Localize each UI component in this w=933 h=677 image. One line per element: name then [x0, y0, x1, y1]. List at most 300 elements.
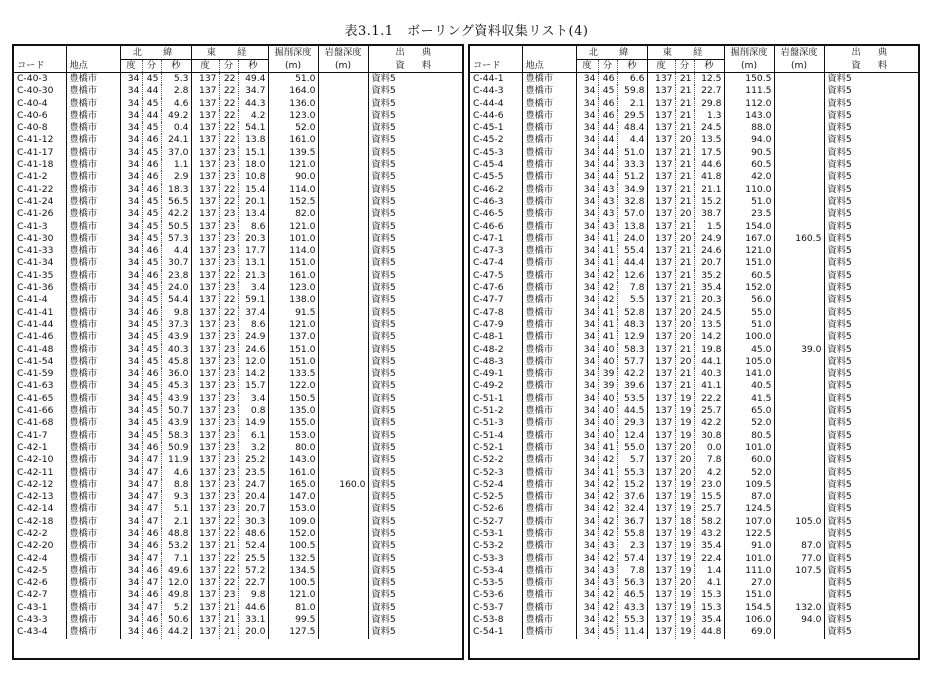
cell-lat-min: 45	[598, 626, 617, 638]
cell-drill-depth: 152.0	[724, 282, 774, 294]
cell-lon-min: 23	[219, 467, 238, 479]
cell-lat-deg: 34	[120, 147, 142, 159]
cell-lon-min: 19	[675, 479, 694, 491]
cell-lat-min: 42	[598, 282, 617, 294]
cell-source: 資料5	[824, 73, 918, 86]
cell-code: C-41-12	[17, 134, 54, 146]
cell-bedrock-depth	[318, 565, 368, 577]
cell-lon-sec: 13.5	[694, 134, 724, 146]
cell-code: C-41-24	[17, 195, 54, 207]
table-row	[470, 417, 918, 429]
cell-lat-sec: 44.4	[617, 257, 647, 269]
table-row	[470, 196, 918, 208]
cell-lon-sec: 57.2	[238, 565, 268, 577]
cell-lat-min: 40	[598, 405, 617, 417]
table-row	[14, 479, 462, 491]
cell-code: C-52-2	[473, 454, 504, 466]
cell-location: 豊橋市	[522, 356, 576, 368]
cell-location: 豊橋市	[66, 393, 120, 405]
cell-lon-sec: 14.2	[694, 331, 724, 343]
cell-code: C-40-6	[17, 109, 48, 121]
cell-lat-min: 46	[142, 159, 161, 171]
table-row	[14, 380, 462, 392]
cell-lat-sec: 12.0	[161, 577, 191, 589]
cell-drill-depth: 101.0	[724, 553, 774, 565]
cell-source: 資料5	[824, 208, 918, 220]
cell-lon-sec: 58.2	[694, 516, 724, 528]
cell-lat-sec: 9.3	[161, 491, 191, 503]
cell-location: 豊橋市	[522, 589, 576, 601]
cell-lon-min: 21	[219, 602, 238, 614]
cell-lon-min: 23	[219, 393, 238, 405]
cell-lat-sec: 37.0	[161, 147, 191, 159]
header-lat-deg: 度	[576, 60, 598, 73]
cell-bedrock-depth	[318, 442, 368, 454]
cell-lat-sec: 12.4	[617, 430, 647, 442]
cell-location: 豊橋市	[66, 282, 120, 294]
cell-lon-sec: 35.2	[694, 270, 724, 282]
cell-lat-min: 45	[142, 356, 161, 368]
cell-lat-min: 41	[598, 442, 617, 454]
table-row	[14, 602, 462, 614]
cell-bedrock-depth	[774, 626, 824, 638]
cell-lat-min: 44	[142, 110, 161, 122]
table-row	[470, 380, 918, 392]
cell-lon-deg: 137	[191, 147, 219, 159]
cell-lon-deg: 137	[647, 553, 675, 565]
cell-bedrock-depth	[318, 257, 368, 269]
cell-lat-sec: 44.2	[161, 626, 191, 638]
cell-code: C-42-18	[17, 515, 54, 527]
cell-lon-deg: 137	[647, 245, 675, 257]
cell-location: 豊橋市	[522, 528, 576, 540]
table-row	[14, 110, 462, 122]
cell-lon-sec: 20.7	[694, 257, 724, 269]
cell-bedrock-depth	[318, 171, 368, 183]
cell-lat-sec: 50.5	[161, 221, 191, 233]
cell-source: 資料5	[824, 467, 918, 479]
cell-source: 資料5	[824, 417, 918, 429]
header-source: 出 典	[824, 46, 918, 60]
cell-lon-sec: 15.2	[694, 196, 724, 208]
cell-lon-min: 23	[219, 430, 238, 442]
cell-drill-depth: 94.0	[724, 134, 774, 146]
cell-location: 豊橋市	[522, 73, 576, 86]
cell-source: 資料5	[824, 307, 918, 319]
cell-lon-min: 21	[675, 147, 694, 159]
cell-bedrock-depth	[318, 221, 368, 233]
cell-lon-sec: 15.7	[238, 380, 268, 392]
cell-lon-sec: 23.0	[694, 479, 724, 491]
cell-source: 資料5	[824, 134, 918, 146]
cell-lon-sec: 3.2	[238, 442, 268, 454]
cell-bedrock-depth	[318, 430, 368, 442]
cell-lon-sec: 20.3	[694, 294, 724, 306]
cell-lat-min: 42	[598, 602, 617, 614]
cell-bedrock-depth	[774, 491, 824, 503]
cell-lat-sec: 51.0	[617, 147, 647, 159]
table-row	[470, 454, 918, 466]
cell-lon-min: 19	[675, 528, 694, 540]
cell-lon-min: 23	[219, 589, 238, 601]
cell-location: 豊橋市	[66, 503, 120, 515]
cell-lon-deg: 137	[191, 503, 219, 515]
cell-code: C-49-2	[473, 380, 504, 392]
cell-lon-sec: 15.3	[694, 602, 724, 614]
table-row	[14, 307, 462, 319]
cell-lat-sec: 53.5	[617, 393, 647, 405]
cell-lat-min: 46	[598, 98, 617, 110]
cell-source: 資料5	[824, 516, 918, 528]
cell-drill-depth: 134.5	[268, 565, 318, 577]
cell-source: 資料5	[368, 417, 462, 429]
cell-drill-depth: 82.0	[268, 208, 318, 220]
cell-drill-depth: 23.5	[724, 208, 774, 220]
cell-lat-sec: 36.0	[161, 368, 191, 380]
cell-lon-sec: 13.1	[238, 257, 268, 269]
cell-source: 資料5	[824, 430, 918, 442]
cell-lat-deg: 34	[120, 85, 142, 97]
cell-location: 豊橋市	[66, 405, 120, 417]
cell-lat-deg: 34	[576, 565, 598, 577]
cell-bedrock-depth	[774, 147, 824, 159]
header-lat-deg: 度	[120, 60, 142, 73]
cell-bedrock-depth	[318, 467, 368, 479]
cell-bedrock-depth	[318, 344, 368, 356]
cell-bedrock-depth	[318, 134, 368, 146]
cell-lon-deg: 137	[191, 577, 219, 589]
cell-source: 資料5	[368, 196, 462, 208]
cell-lat-sec: 8.8	[161, 479, 191, 491]
table-row	[470, 344, 918, 356]
cell-lon-min: 21	[675, 122, 694, 134]
cell-location: 豊橋市	[522, 430, 576, 442]
table-row	[470, 134, 918, 146]
cell-bedrock-depth	[774, 196, 824, 208]
cell-lon-min: 23	[219, 257, 238, 269]
cell-drill-depth: 150.5	[724, 73, 774, 86]
cell-lon-deg: 137	[191, 110, 219, 122]
header-drill-depth: 掘削深度	[724, 46, 774, 60]
table-row	[14, 405, 462, 417]
cell-lat-deg: 34	[120, 540, 142, 552]
table-row	[14, 553, 462, 565]
cell-source: 資料5	[368, 393, 462, 405]
cell-code: C-41-30	[17, 232, 54, 244]
cell-location: 豊橋市	[66, 196, 120, 208]
table-row	[14, 368, 462, 380]
cell-source: 資料5	[368, 467, 462, 479]
cell-lat-min: 41	[598, 467, 617, 479]
cell-lat-deg: 34	[576, 159, 598, 171]
cell-source: 資料5	[824, 503, 918, 515]
cell-bedrock-depth	[774, 454, 824, 466]
cell-location: 豊橋市	[522, 553, 576, 565]
cell-lon-min: 23	[219, 319, 238, 331]
cell-lon-min: 23	[219, 221, 238, 233]
cell-lon-sec: 17.5	[694, 147, 724, 159]
cell-drill-depth: 105.0	[724, 356, 774, 368]
cell-location: 豊橋市	[66, 134, 120, 146]
cell-location: 豊橋市	[522, 270, 576, 282]
cell-code: C-47-4	[473, 257, 504, 269]
cell-bedrock-depth: 39.0	[774, 344, 824, 356]
cell-code: C-46-6	[473, 220, 504, 232]
cell-source: 資料5	[368, 85, 462, 97]
cell-lat-min: 47	[142, 577, 161, 589]
cell-lat-deg: 34	[576, 73, 598, 86]
cell-lon-sec: 35.4	[694, 540, 724, 552]
cell-lat-sec: 24.0	[161, 282, 191, 294]
cell-bedrock-depth	[318, 491, 368, 503]
cell-code: C-41-48	[17, 343, 54, 355]
cell-location: 豊橋市	[66, 589, 120, 601]
cell-location: 豊橋市	[522, 368, 576, 380]
cell-location: 豊橋市	[66, 85, 120, 97]
cell-lon-sec: 44.6	[238, 602, 268, 614]
table-row	[14, 196, 462, 208]
cell-lat-sec: 37.6	[617, 491, 647, 503]
cell-lon-sec: 15.3	[694, 589, 724, 601]
cell-lon-deg: 137	[191, 184, 219, 196]
cell-location: 豊橋市	[522, 110, 576, 122]
cell-code: C-51-4	[473, 429, 504, 441]
cell-code: C-43-4	[17, 626, 48, 638]
cell-lat-deg: 34	[576, 245, 598, 257]
cell-drill-depth: 106.0	[724, 614, 774, 626]
table-row	[14, 331, 462, 343]
cell-lon-min: 19	[675, 553, 694, 565]
cell-source: 資料5	[824, 184, 918, 196]
cell-lat-min: 45	[142, 73, 161, 86]
cell-lon-deg: 137	[191, 221, 219, 233]
table-row	[14, 319, 462, 331]
cell-lat-deg: 34	[576, 589, 598, 601]
cell-source: 資料5	[824, 368, 918, 380]
cell-lat-deg: 34	[120, 122, 142, 134]
cell-lat-deg: 34	[120, 503, 142, 515]
cell-lat-min: 44	[598, 171, 617, 183]
cell-lon-deg: 137	[647, 417, 675, 429]
cell-lat-deg: 34	[576, 467, 598, 479]
cell-lon-min: 22	[219, 98, 238, 110]
table-row	[470, 577, 918, 589]
cell-lon-deg: 137	[647, 270, 675, 282]
table-row	[470, 270, 918, 282]
table-row	[470, 540, 918, 552]
cell-source: 資料5	[824, 589, 918, 601]
cell-lat-sec: 4.6	[161, 98, 191, 110]
cell-location: 豊橋市	[522, 233, 576, 245]
cell-lon-min: 22	[219, 270, 238, 282]
cell-code: C-41-36	[17, 282, 54, 294]
cell-drill-depth: 87.0	[724, 491, 774, 503]
cell-lat-deg: 34	[120, 565, 142, 577]
cell-source: 資料5	[368, 442, 462, 454]
cell-bedrock-depth	[774, 503, 824, 515]
cell-lat-deg: 34	[120, 442, 142, 454]
cell-source: 資料5	[368, 319, 462, 331]
boring-list-table-right	[470, 46, 918, 639]
cell-code: C-41-34	[17, 257, 54, 269]
header-drill-depth: 掘削深度	[268, 46, 318, 60]
cell-bedrock-depth	[318, 98, 368, 110]
cell-lat-sec: 36.7	[617, 516, 647, 528]
cell-bedrock-depth	[318, 184, 368, 196]
cell-lon-sec: 54.1	[238, 122, 268, 134]
cell-lon-deg: 137	[647, 368, 675, 380]
cell-drill-depth: 114.0	[268, 184, 318, 196]
cell-code: C-42-13	[17, 491, 54, 503]
cell-lon-deg: 137	[191, 233, 219, 245]
cell-lon-min: 21	[675, 368, 694, 380]
cell-lon-deg: 137	[647, 405, 675, 417]
cell-drill-depth: 69.0	[724, 626, 774, 638]
cell-lon-sec: 22.2	[694, 393, 724, 405]
cell-lon-sec: 35.4	[694, 282, 724, 294]
cell-lat-deg: 34	[576, 196, 598, 208]
cell-bedrock-depth	[318, 245, 368, 257]
cell-lat-deg: 34	[120, 380, 142, 392]
cell-drill-depth: 135.0	[268, 405, 318, 417]
cell-drill-depth: 90.0	[268, 171, 318, 183]
cell-lon-min: 21	[219, 540, 238, 552]
cell-lon-min: 19	[675, 393, 694, 405]
cell-location: 豊橋市	[522, 405, 576, 417]
cell-code: C-41-46	[17, 331, 54, 343]
cell-lat-deg: 34	[120, 467, 142, 479]
cell-lon-deg: 137	[191, 196, 219, 208]
cell-source: 資料5	[368, 528, 462, 540]
cell-bedrock-depth	[318, 294, 368, 306]
cell-lon-sec: 14.2	[238, 368, 268, 380]
header-location: 地点	[66, 60, 120, 73]
cell-lat-sec: 57.4	[617, 553, 647, 565]
cell-lon-deg: 137	[191, 73, 219, 86]
table-row	[14, 503, 462, 515]
cell-lat-min: 42	[598, 270, 617, 282]
cell-bedrock-depth	[774, 245, 824, 257]
cell-lat-deg: 34	[120, 356, 142, 368]
cell-code: C-52-4	[473, 478, 504, 490]
cell-code: C-51-2	[473, 405, 504, 417]
cell-location: 豊橋市	[522, 245, 576, 257]
cell-location: 豊橋市	[66, 565, 120, 577]
cell-drill-depth: 65.0	[724, 405, 774, 417]
cell-lat-min: 46	[142, 368, 161, 380]
table-row	[14, 614, 462, 626]
cell-bedrock-depth	[318, 516, 368, 528]
cell-drill-depth: 100.5	[268, 540, 318, 552]
table-row	[470, 184, 918, 196]
table-row	[470, 307, 918, 319]
header-lat-sec: 秒	[617, 60, 647, 73]
cell-lat-min: 47	[142, 467, 161, 479]
cell-location: 豊橋市	[66, 528, 120, 540]
cell-lon-min: 23	[219, 282, 238, 294]
cell-lon-deg: 137	[191, 294, 219, 306]
cell-lon-deg: 137	[647, 380, 675, 392]
cell-lon-deg: 137	[191, 245, 219, 257]
cell-drill-depth: 150.5	[268, 393, 318, 405]
cell-lon-min: 19	[675, 565, 694, 577]
cell-lat-deg: 34	[576, 577, 598, 589]
cell-lat-sec: 5.7	[617, 454, 647, 466]
cell-lon-min: 21	[675, 380, 694, 392]
cell-lat-deg: 34	[120, 614, 142, 626]
cell-lon-sec: 24.5	[694, 122, 724, 134]
cell-lat-deg: 34	[576, 184, 598, 196]
cell-lat-sec: 29.3	[617, 417, 647, 429]
cell-lat-deg: 34	[120, 159, 142, 171]
cell-code: C-42-14	[17, 503, 54, 515]
cell-lon-sec: 4.1	[694, 577, 724, 589]
cell-location: 豊橋市	[522, 208, 576, 220]
cell-source: 資料5	[368, 626, 462, 638]
table-row	[470, 319, 918, 331]
cell-source: 資料5	[368, 491, 462, 503]
cell-lon-sec: 25.2	[238, 454, 268, 466]
cell-lat-sec: 13.8	[617, 221, 647, 233]
cell-bedrock-depth	[774, 221, 824, 233]
cell-lat-sec: 59.8	[617, 85, 647, 97]
cell-drill-depth: 121.0	[268, 589, 318, 601]
header-lat-min: 分	[598, 60, 617, 73]
cell-lat-min: 40	[598, 417, 617, 429]
cell-lon-min: 21	[219, 626, 238, 638]
cell-drill-depth: 121.0	[268, 319, 318, 331]
cell-code: C-53-7	[473, 601, 504, 613]
cell-lon-deg: 137	[647, 344, 675, 356]
table-row	[470, 208, 918, 220]
cell-drill-depth: 152.0	[268, 528, 318, 540]
cell-bedrock-depth	[318, 454, 368, 466]
cell-drill-depth: 52.0	[724, 467, 774, 479]
cell-lat-sec: 4.4	[617, 134, 647, 146]
cell-lon-sec: 19.8	[694, 344, 724, 356]
cell-lat-deg: 34	[576, 430, 598, 442]
cell-lat-sec: 2.3	[617, 540, 647, 552]
cell-location: 豊橋市	[66, 380, 120, 392]
cell-lon-deg: 137	[647, 602, 675, 614]
cell-lat-min: 40	[598, 430, 617, 442]
cell-lat-deg: 34	[576, 282, 598, 294]
cell-lon-min: 22	[219, 85, 238, 97]
cell-lat-deg: 34	[576, 208, 598, 220]
cell-lat-min: 47	[142, 479, 161, 491]
cell-lat-min: 45	[142, 417, 161, 429]
cell-lat-sec: 12.9	[617, 331, 647, 343]
cell-lat-min: 45	[142, 331, 161, 343]
cell-location: 豊橋市	[66, 270, 120, 282]
cell-lon-min: 23	[219, 368, 238, 380]
cell-bedrock-depth	[774, 257, 824, 269]
cell-lat-sec: 55.4	[617, 245, 647, 257]
cell-lat-deg: 34	[120, 344, 142, 356]
cell-lon-deg: 137	[191, 270, 219, 282]
cell-lon-deg: 137	[191, 528, 219, 540]
cell-lon-deg: 137	[191, 368, 219, 380]
cell-drill-depth: 27.0	[724, 577, 774, 589]
cell-code: C-48-2	[473, 343, 504, 355]
cell-bedrock-depth	[318, 319, 368, 331]
cell-drill-depth: 151.0	[724, 257, 774, 269]
cell-lat-deg: 34	[120, 171, 142, 183]
header-drill-unit: (m)	[268, 60, 318, 73]
cell-location: 豊橋市	[66, 540, 120, 552]
cell-lon-sec: 23.5	[238, 467, 268, 479]
table-row	[470, 159, 918, 171]
